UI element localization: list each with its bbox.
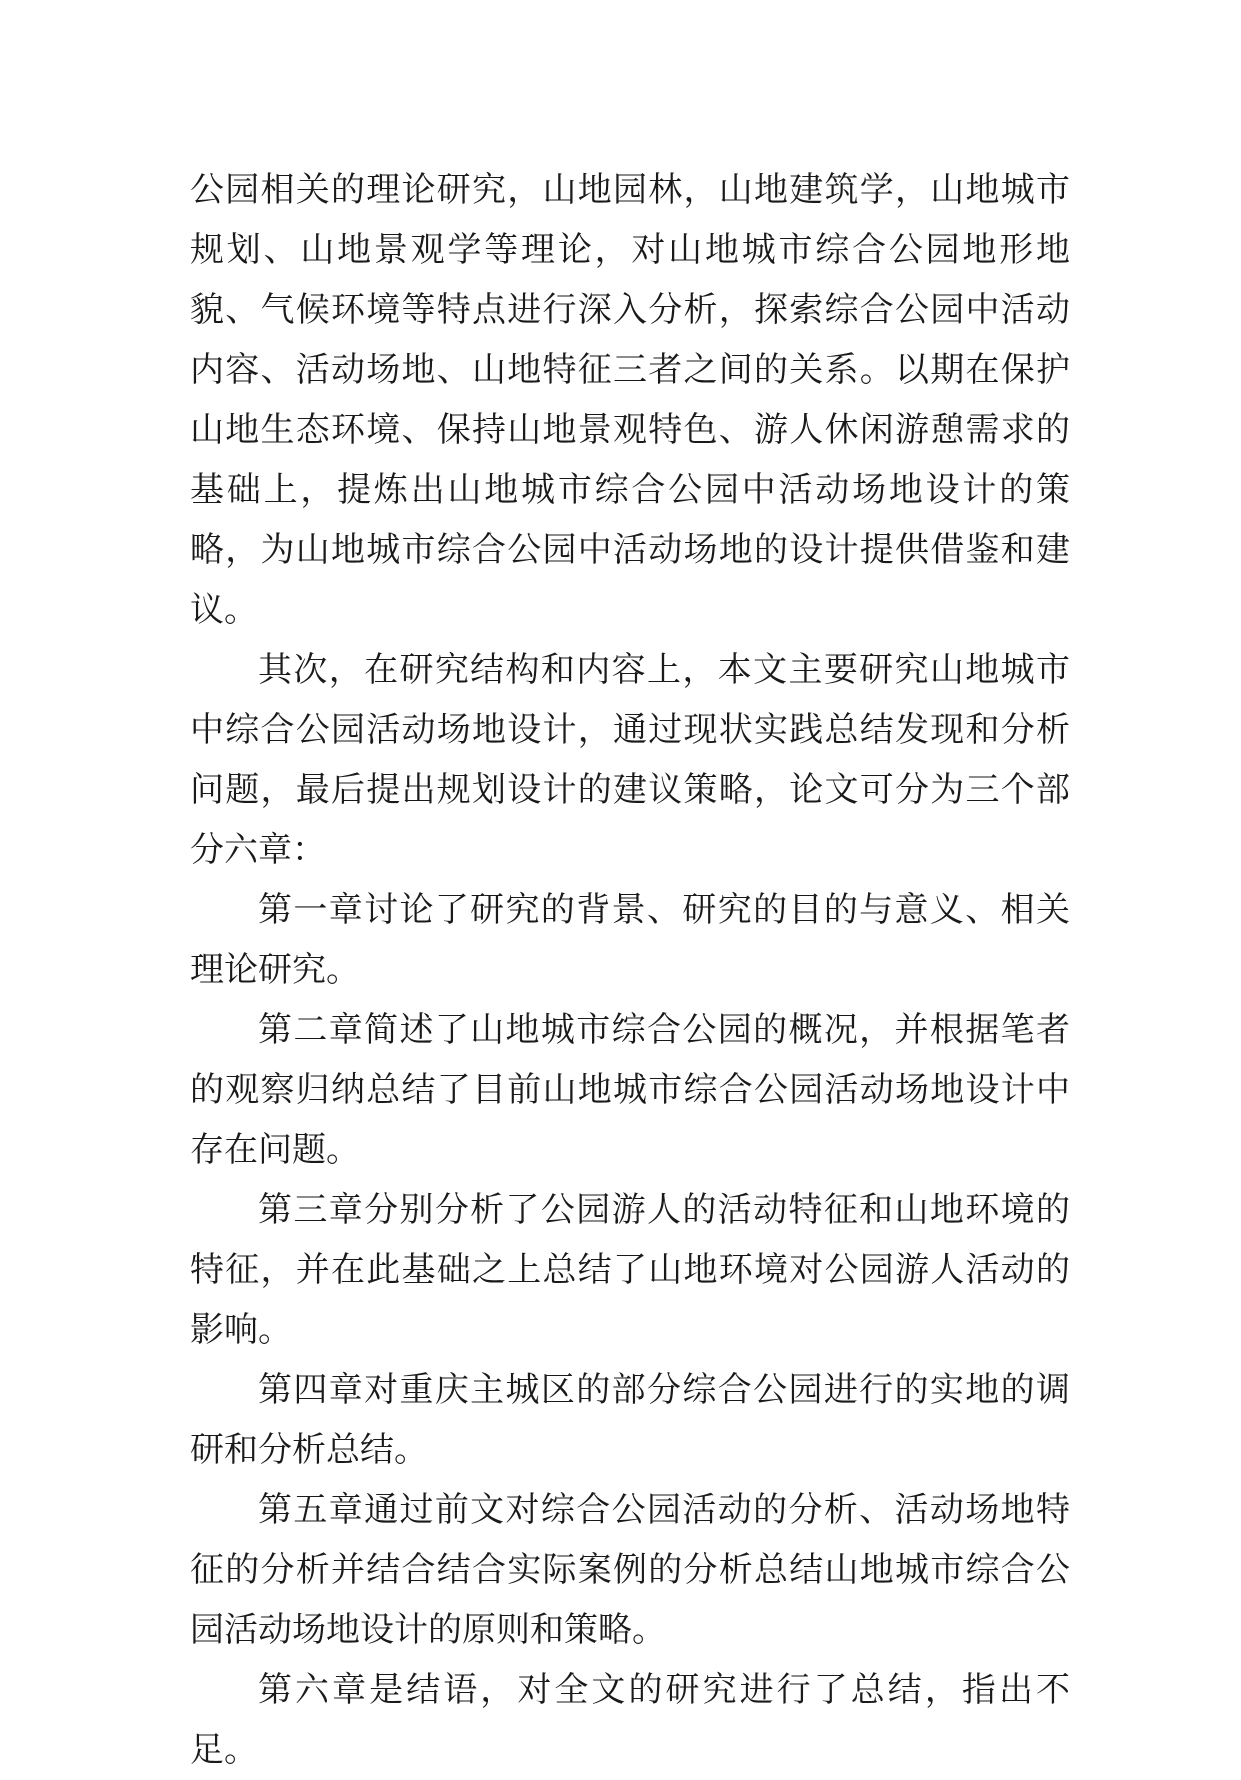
document-body [190,160,1070,1780]
paragraph-chapter-4: 第四章对重庆主城区的部分综合公园进行的实地的调研和分析总结。 [190,1370,1070,1470]
paragraph-chapter-2: 第二章简述了山地城市综合公园的概况，并根据笔者的观察归纳总结了目前山地城市综合公园活动场地设计中存在问题。 [190,1010,1070,1170]
paragraph-chapter-6: 第六章是结语，对全文的研究进行了总结，指出不足。 [190,1670,1070,1770]
paragraph-structure-overview: 其次，在研究结构和内容上，本文主要研究山地城市中综合公园活动场地设计，通过现状实践总结发现和分析问题，最后提出规划设计的建议策略，论文可分为三个部分六章： [190,650,1070,870]
paragraph-chapter-1: 第一章讨论了研究的背景、研究的目的与意义、相关理论研究。 [190,890,1070,990]
paragraph-chapter-5: 第五章通过前文对综合公园活动的分析、活动场地特征的分析并结合结合实际案例的分析总结山地城市综合公园活动场地设计的原则和策略。 [190,1490,1070,1650]
paragraph-intro-continuation: 公园相关的理论研究，山地园林，山地建筑学，山地城市规划、山地景观学等理论，对山地城市综合公园地形地貌、气候环境等特点进行深入分析，探索综合公园中活动内容、活动场地、山地特征三者之间的关系。以期在保护山地生态环境、保持山地景观特色、游人休闲游憩需求的基础上，提炼出山地城市综合公园中活动场地设计的策略，为山地城市综合公园中活动场地的设计提供借鉴和建议。 [190,170,1070,630]
paragraph-chapter-3: 第三章分别分析了公园游人的活动特征和山地环境的特征，并在此基础之上总结了山地环境对公园游人活动的影响。 [190,1190,1070,1350]
